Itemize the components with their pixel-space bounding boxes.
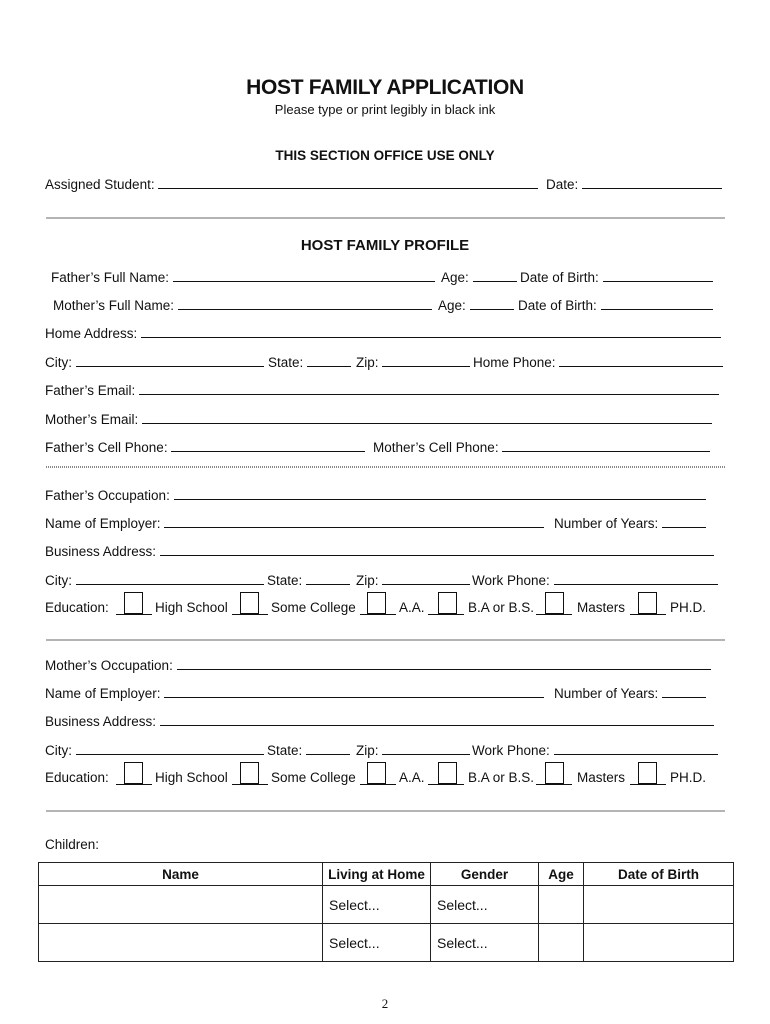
office-date-line[interactable]	[582, 176, 722, 189]
mothers-age-label: Age:	[438, 298, 466, 313]
fathers-work-phone-label: Work Phone:	[472, 573, 550, 588]
fathers-name-label: Father’s Full Name:	[51, 270, 170, 285]
mothers-work-state-line[interactable]	[306, 742, 350, 755]
home-phone-line[interactable]	[559, 354, 723, 367]
mothers-edu-aa-checkbox[interactable]	[367, 762, 386, 784]
section-divider	[46, 466, 725, 468]
fathers-edu-phd-checkbox[interactable]	[638, 592, 657, 614]
fathers-email-field[interactable]	[45, 382, 719, 399]
mothers-employer-line[interactable]	[164, 685, 544, 698]
mothers-occupation-field[interactable]	[45, 657, 711, 674]
column-header-living-at-home: Living at Home	[323, 863, 431, 886]
mothers-email-label: Mother’s Email:	[45, 412, 139, 427]
mothers-work-zip-label: Zip:	[356, 743, 379, 758]
fathers-employer-line[interactable]	[164, 515, 544, 528]
gender-select[interactable]	[431, 886, 539, 924]
mothers-dob-line[interactable]	[601, 297, 713, 310]
mothers-email-line[interactable]	[142, 411, 712, 424]
fathers-years-label: Number of Years:	[554, 516, 659, 531]
mothers-edu-high-school-label: High School	[155, 770, 228, 785]
mothers-email-field[interactable]	[45, 411, 712, 428]
fathers-cell-field[interactable]	[45, 439, 365, 456]
mothers-employer-label: Name of Employer:	[45, 686, 161, 701]
fathers-work-phone-line[interactable]	[554, 572, 718, 585]
fathers-work-zip-label: Zip:	[356, 573, 379, 588]
mothers-age-line[interactable]	[470, 297, 514, 310]
home-zip-field[interactable]	[356, 354, 470, 371]
fathers-cell-line[interactable]	[171, 439, 365, 452]
mothers-business-address-label: Business Address:	[45, 714, 157, 729]
home-address-line[interactable]	[141, 325, 721, 338]
fathers-email-label: Father’s Email:	[45, 383, 136, 398]
mothers-name-line[interactable]	[178, 297, 432, 310]
living-at-home-select[interactable]	[323, 924, 431, 962]
home-state-line[interactable]	[307, 354, 351, 367]
mothers-edu-phd-checkbox[interactable]	[638, 762, 657, 784]
fathers-age-label: Age:	[441, 270, 469, 285]
fathers-edu-phd-label: PH.D.	[670, 600, 707, 615]
fathers-edu-aa-label: A.A.	[399, 600, 425, 615]
mothers-age-field[interactable]	[438, 297, 514, 314]
gender-select-value[interactable]: Select...	[437, 896, 488, 913]
fathers-email-line[interactable]	[139, 382, 719, 395]
fathers-work-city-field[interactable]	[45, 572, 264, 589]
fathers-work-city-line[interactable]	[76, 572, 264, 585]
fathers-name-field[interactable]	[51, 269, 435, 286]
assigned-student-label: Assigned Student:	[45, 177, 155, 192]
fathers-work-zip-field[interactable]	[356, 572, 470, 589]
mothers-edu-aa-label: A.A.	[399, 770, 425, 785]
home-city-label: City:	[45, 355, 72, 370]
profile-section-heading: HOST FAMILY PROFILE	[300, 237, 470, 254]
fathers-occupation-label: Father’s Occupation:	[45, 488, 170, 503]
fathers-edu-some-college-checkbox[interactable]	[240, 592, 259, 614]
fathers-education-label: Education:	[45, 600, 109, 615]
fathers-age-field[interactable]	[441, 269, 517, 286]
assigned-student-field[interactable]	[45, 176, 538, 193]
child-age-cell[interactable]	[539, 886, 584, 924]
gender-select-value[interactable]: Select...	[437, 934, 488, 951]
page-number: 2	[381, 996, 389, 1011]
mothers-edu-ba-label: B.A or B.S.	[468, 770, 535, 785]
mothers-edu-phd-label: PH.D.	[670, 770, 707, 785]
office-date-label: Date:	[546, 177, 579, 192]
child-dob-cell[interactable]	[584, 886, 734, 924]
living-at-home-select-value[interactable]: Select...	[329, 934, 380, 951]
children-table	[38, 862, 734, 962]
mothers-cell-field[interactable]	[373, 439, 710, 456]
mothers-business-address-field[interactable]	[45, 713, 714, 730]
home-state-field[interactable]	[268, 354, 351, 371]
mothers-cell-label: Mother’s Cell Phone:	[373, 440, 499, 455]
fathers-years-line[interactable]	[662, 515, 706, 528]
child-name-cell[interactable]	[39, 924, 323, 962]
fathers-edu-ba-checkbox[interactable]	[438, 592, 457, 614]
table-row	[39, 886, 734, 924]
home-address-field[interactable]	[45, 325, 721, 342]
living-at-home-select[interactable]	[323, 886, 431, 924]
fathers-occupation-line[interactable]	[174, 487, 706, 500]
home-zip-label: Zip:	[356, 355, 379, 370]
fathers-dob-field[interactable]	[520, 269, 713, 286]
fathers-edu-high-school-checkbox[interactable]	[124, 592, 143, 614]
gender-select[interactable]	[431, 924, 539, 962]
fathers-dob-label: Date of Birth:	[520, 270, 599, 285]
section-divider	[46, 217, 725, 219]
column-header-gender: Gender	[431, 863, 539, 886]
fathers-dob-line[interactable]	[603, 269, 713, 282]
mothers-dob-label: Date of Birth:	[518, 298, 597, 313]
mothers-edu-some-college-label: Some College	[271, 770, 356, 785]
fathers-business-address-field[interactable]	[45, 543, 714, 560]
mothers-work-city-label: City:	[45, 743, 72, 758]
mothers-business-address-line[interactable]	[160, 713, 714, 726]
mothers-name-field[interactable]	[53, 297, 432, 314]
mothers-years-line[interactable]	[662, 685, 706, 698]
fathers-edu-ba-label: B.A or B.S.	[468, 600, 535, 615]
fathers-occupation-field[interactable]	[45, 487, 706, 504]
mothers-name-label: Mother’s Full Name:	[53, 298, 175, 313]
fathers-work-state-line[interactable]	[306, 572, 350, 585]
home-phone-field[interactable]	[473, 354, 723, 371]
fathers-business-address-label: Business Address:	[45, 544, 157, 559]
fathers-employer-field[interactable]	[45, 515, 544, 532]
column-header-name: Name	[39, 863, 323, 886]
mothers-edu-ba-checkbox[interactable]	[438, 762, 457, 784]
children-table-header	[39, 863, 734, 886]
form-subtitle: Please type or print legibly in black ink	[274, 102, 496, 117]
mothers-work-zip-field[interactable]	[356, 742, 470, 759]
fathers-cell-label: Father’s Cell Phone:	[45, 440, 168, 455]
home-address-label: Home Address:	[45, 326, 138, 341]
children-label: Children:	[45, 837, 100, 852]
fathers-age-line[interactable]	[473, 269, 517, 282]
office-date-field[interactable]	[546, 176, 722, 193]
section-divider	[46, 639, 725, 641]
mothers-edu-high-school-checkbox[interactable]	[124, 762, 143, 784]
mothers-edu-some-college-checkbox[interactable]	[240, 762, 259, 784]
mothers-edu-masters-checkbox[interactable]	[545, 762, 564, 784]
column-header-age: Age	[539, 863, 584, 886]
fathers-edu-masters-label: Masters	[577, 600, 626, 615]
mothers-employer-field[interactable]	[45, 685, 544, 702]
fathers-work-phone-field[interactable]	[472, 572, 718, 589]
mothers-edu-masters-label: Masters	[577, 770, 626, 785]
fathers-work-zip-line[interactable]	[382, 572, 470, 585]
fathers-work-state-label: State:	[267, 573, 303, 588]
mothers-work-city-field[interactable]	[45, 742, 264, 759]
fathers-edu-high-school-label: High School	[155, 600, 228, 615]
mothers-work-phone-label: Work Phone:	[472, 743, 550, 758]
fathers-employer-label: Name of Employer:	[45, 516, 161, 531]
fathers-work-city-label: City:	[45, 573, 72, 588]
mothers-occupation-line[interactable]	[177, 657, 711, 670]
fathers-years-field[interactable]	[554, 515, 706, 532]
home-zip-line[interactable]	[382, 354, 470, 367]
mothers-work-phone-line[interactable]	[554, 742, 718, 755]
form-title: HOST FAMILY APPLICATION	[246, 76, 524, 99]
mothers-dob-field[interactable]	[518, 297, 713, 314]
mothers-work-zip-line[interactable]	[382, 742, 470, 755]
table-row	[39, 924, 734, 962]
mothers-years-label: Number of Years:	[554, 686, 659, 701]
child-dob-cell[interactable]	[584, 924, 734, 962]
mothers-education-label: Education:	[45, 770, 109, 785]
fathers-business-address-line[interactable]	[160, 543, 714, 556]
mothers-cell-line[interactable]	[502, 439, 710, 452]
section-divider	[46, 810, 725, 812]
assigned-student-line[interactable]	[158, 176, 538, 189]
mothers-work-state-field[interactable]	[267, 742, 350, 759]
fathers-edu-some-college-label: Some College	[271, 600, 356, 615]
child-age-cell[interactable]	[539, 924, 584, 962]
living-at-home-select-value[interactable]: Select...	[329, 896, 380, 913]
home-city-line[interactable]	[76, 354, 264, 367]
fathers-edu-aa-checkbox[interactable]	[367, 592, 386, 614]
home-phone-label: Home Phone:	[473, 355, 556, 370]
child-name-cell[interactable]	[39, 886, 323, 924]
mothers-work-city-line[interactable]	[76, 742, 264, 755]
mothers-years-field[interactable]	[554, 685, 706, 702]
home-state-label: State:	[268, 355, 304, 370]
fathers-name-line[interactable]	[173, 269, 435, 282]
mothers-work-phone-field[interactable]	[472, 742, 718, 759]
mothers-occupation-label: Mother’s Occupation:	[45, 658, 173, 673]
home-city-field[interactable]	[45, 354, 264, 371]
column-header-date-of-birth: Date of Birth	[584, 863, 734, 886]
fathers-work-state-field[interactable]	[267, 572, 350, 589]
office-section-heading: THIS SECTION OFFICE USE ONLY	[275, 148, 495, 163]
mothers-work-state-label: State:	[267, 743, 303, 758]
fathers-edu-masters-checkbox[interactable]	[545, 592, 564, 614]
